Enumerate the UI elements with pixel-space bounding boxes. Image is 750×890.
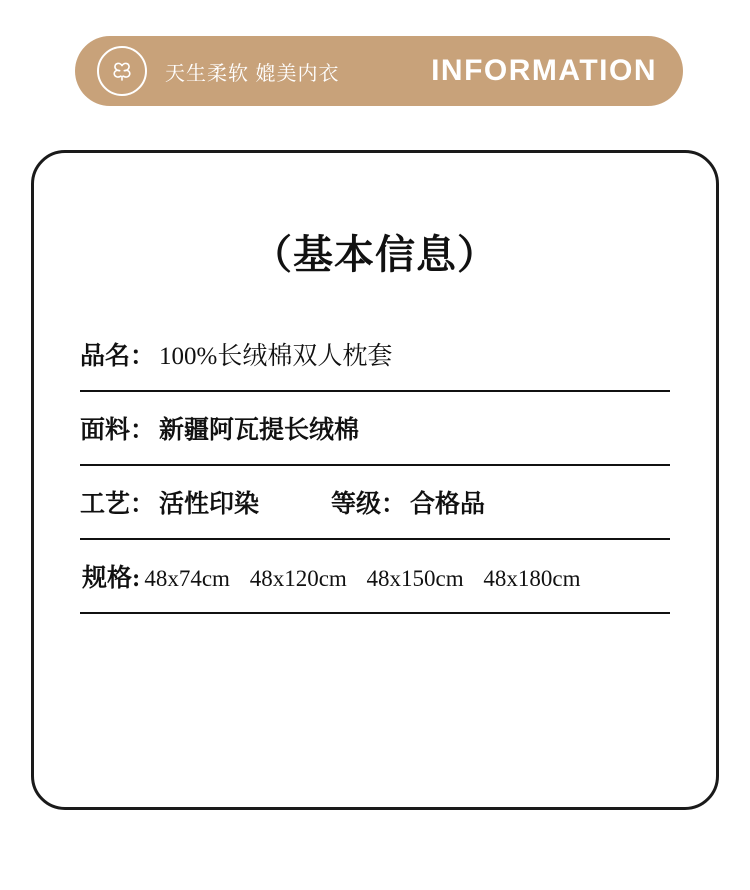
row-value: 100%长绒棉双人枕套 [159,343,393,370]
header-banner [75,36,683,106]
header-title: INFORMATION [431,54,657,87]
row-value: 新疆阿瓦提长绒棉 [159,417,360,444]
spec-size: 48x74cm [144,566,230,591]
spec-size: 48x150cm [366,566,464,591]
row-label: 品名： [80,343,156,370]
row-label: 规格: [82,565,141,592]
spec-sizes [144,566,580,592]
row-label-process: 工艺： [80,491,156,518]
basic-info-card [31,150,719,810]
spec-size: 48x120cm [249,566,347,591]
spec-size: 48x180cm [483,566,581,591]
info-row-fabric [80,392,670,466]
cotton-flower-icon [97,46,147,96]
info-rows [34,318,716,614]
row-value-grade: 合格品 [410,491,486,518]
row-value-process: 活性印染 [159,491,260,518]
info-row-product-name [80,318,670,392]
info-row-specification [80,540,670,614]
row-label-grade: 等级： [331,491,407,518]
row-label: 面料： [80,417,156,444]
header-slogan: 天生柔软 媲美内衣 [165,62,340,85]
card-title: （基本信息） [252,232,498,277]
info-row-process-grade [80,466,670,540]
